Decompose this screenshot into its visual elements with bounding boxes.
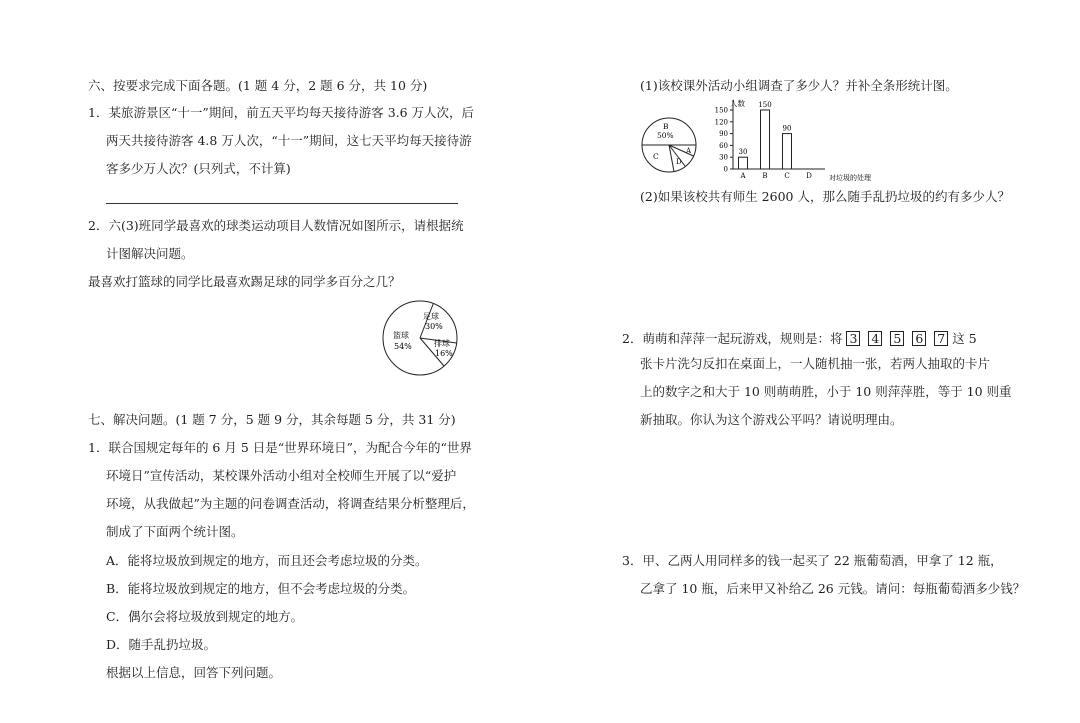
y-tick-label: 150 (714, 106, 728, 115)
pie-label: A (686, 147, 692, 155)
option-b: B．能将垃圾放到规定的地方，但不会考虑垃圾的分类。 (106, 581, 416, 596)
question-6-2-prompt: 最喜欢打篮球的同学比最喜欢踢足球的同学多百分之几？ (88, 274, 401, 289)
y-tick-label: 60 (719, 141, 728, 150)
option-c: C．偶尔会将垃圾放到规定的地方。 (106, 609, 304, 624)
section-6-heading: 六、按要求完成下面各题。(1 题 4 分，2 题 6 分，共 10 分) (88, 78, 428, 93)
y-tick-label: 120 (714, 118, 728, 127)
question-7-1-line: 环境，从我做起”为主题的问卷调查活动，将调查结果分析整理后， (106, 496, 475, 511)
card-7: 7 (934, 331, 948, 346)
pie-label: 篮球 (393, 331, 409, 340)
x-tick-label: B (762, 172, 768, 180)
bar-value-label: 150 (758, 101, 772, 109)
pie-label: 54% (394, 342, 412, 351)
ball-sports-pie-chart (380, 298, 460, 378)
x-tick-label: D (806, 172, 812, 180)
q2-suffix: 这 5 (952, 331, 977, 346)
question-6-2-line: 计图解决问题。 (106, 246, 194, 261)
pie-label: D (676, 158, 682, 166)
bar-a (739, 157, 748, 169)
question-2-line: 上的数字之和大于 10 则萌萌胜，小于 10 则萍萍胜，等于 10 则重 (640, 384, 1012, 399)
question-2-line (622, 331, 977, 347)
question-6-2-line: 2．六(3)班同学最喜欢的球类运动项目人数情况如图所示，请根据统 (88, 218, 464, 233)
y-tick-label: 90 (719, 130, 728, 139)
card-6: 6 (912, 331, 926, 346)
question-7-1-line: 1．联合国规定每年的 6 月 5 日是“世界环境日”，为配合今年的“世界 (88, 440, 472, 455)
subquestion-1: (1)该校课外活动小组调查了多少人？并补全条形统计图。 (640, 78, 958, 93)
card-3: 3 (846, 331, 860, 346)
card-5: 5 (890, 331, 904, 346)
q2-prefix: 2．萌萌和萍萍一起玩游戏，规则是：将 (622, 331, 843, 346)
question-7-1-line: 环境日”宣传活动，某校课外活动小组对全校师生开展了以“爱护 (106, 468, 457, 483)
question-3-line: 3．甲、乙两人用同样多的钱一起买了 22 瓶葡萄酒，甲拿了 12 瓶， (622, 553, 1003, 568)
question-3-line: 乙拿了 10 瓶，后来甲又补给乙 26 元钱。请问：每瓶葡萄酒多少钱？ (640, 581, 1026, 596)
pie-label: 排球 (434, 339, 450, 348)
question-2-line: 张卡片洗匀反扣在桌面上，一人随机抽一张，若两人抽取的卡片 (640, 356, 991, 371)
x-tick-label: A (740, 172, 746, 180)
section-7-heading: 七、解决问题。(1 题 7 分，5 题 9 分，其余每题 5 分，共 31 分) (88, 412, 456, 427)
question-2-line: 新抽取。你认为这个游戏公平吗？请说明理由。 (640, 412, 903, 427)
x-tick-label: C (784, 172, 790, 180)
question-7-1-line: 制成了下面两个统计图。 (106, 524, 244, 539)
pie-label: 16% (435, 349, 453, 358)
bar-value-label: 90 (782, 124, 792, 133)
pie-label: 30% (425, 322, 443, 331)
pie-label: C (653, 152, 659, 161)
option-a: A．能将垃圾放到规定的地方，而且还会考虑垃圾的分类。 (106, 553, 428, 568)
instruction-line: 根据以上信息，回答下列问题。 (106, 665, 282, 680)
garbage-bar-chart (705, 96, 905, 186)
question-6-1-line: 客多少万人次？(只列式，不计算) (106, 161, 291, 176)
x-axis-label: 对垃圾的处理 (829, 174, 871, 182)
question-6-1-line: 两天共接待游客 4.8 万人次，“十一”期间，这七天平均每天接待游 (106, 133, 472, 148)
garbage-pie-chart (638, 116, 702, 176)
subquestion-2: (2)如果该校共有师生 2600 人，那么随手乱扔垃圾的约有多少人？ (640, 189, 1010, 204)
option-d: D．随手乱扔垃圾。 (106, 637, 217, 652)
question-6-1-line: 1．某旅游景区“十一”期间，前五天平均每天接待游客 3.6 万人次，后 (88, 105, 475, 120)
y-tick-label: 0 (723, 165, 728, 174)
answer-line (106, 203, 458, 204)
pie-label: 50% (657, 131, 674, 140)
y-axis-label: 人数 (730, 99, 745, 108)
card-4: 4 (868, 331, 882, 346)
pie-label: B (663, 122, 669, 131)
bar-b (761, 110, 770, 169)
bar-c (783, 134, 792, 169)
bar-value-label: 30 (738, 148, 748, 157)
y-tick-label: 30 (719, 153, 728, 162)
pie-label: 足球 (423, 312, 439, 321)
